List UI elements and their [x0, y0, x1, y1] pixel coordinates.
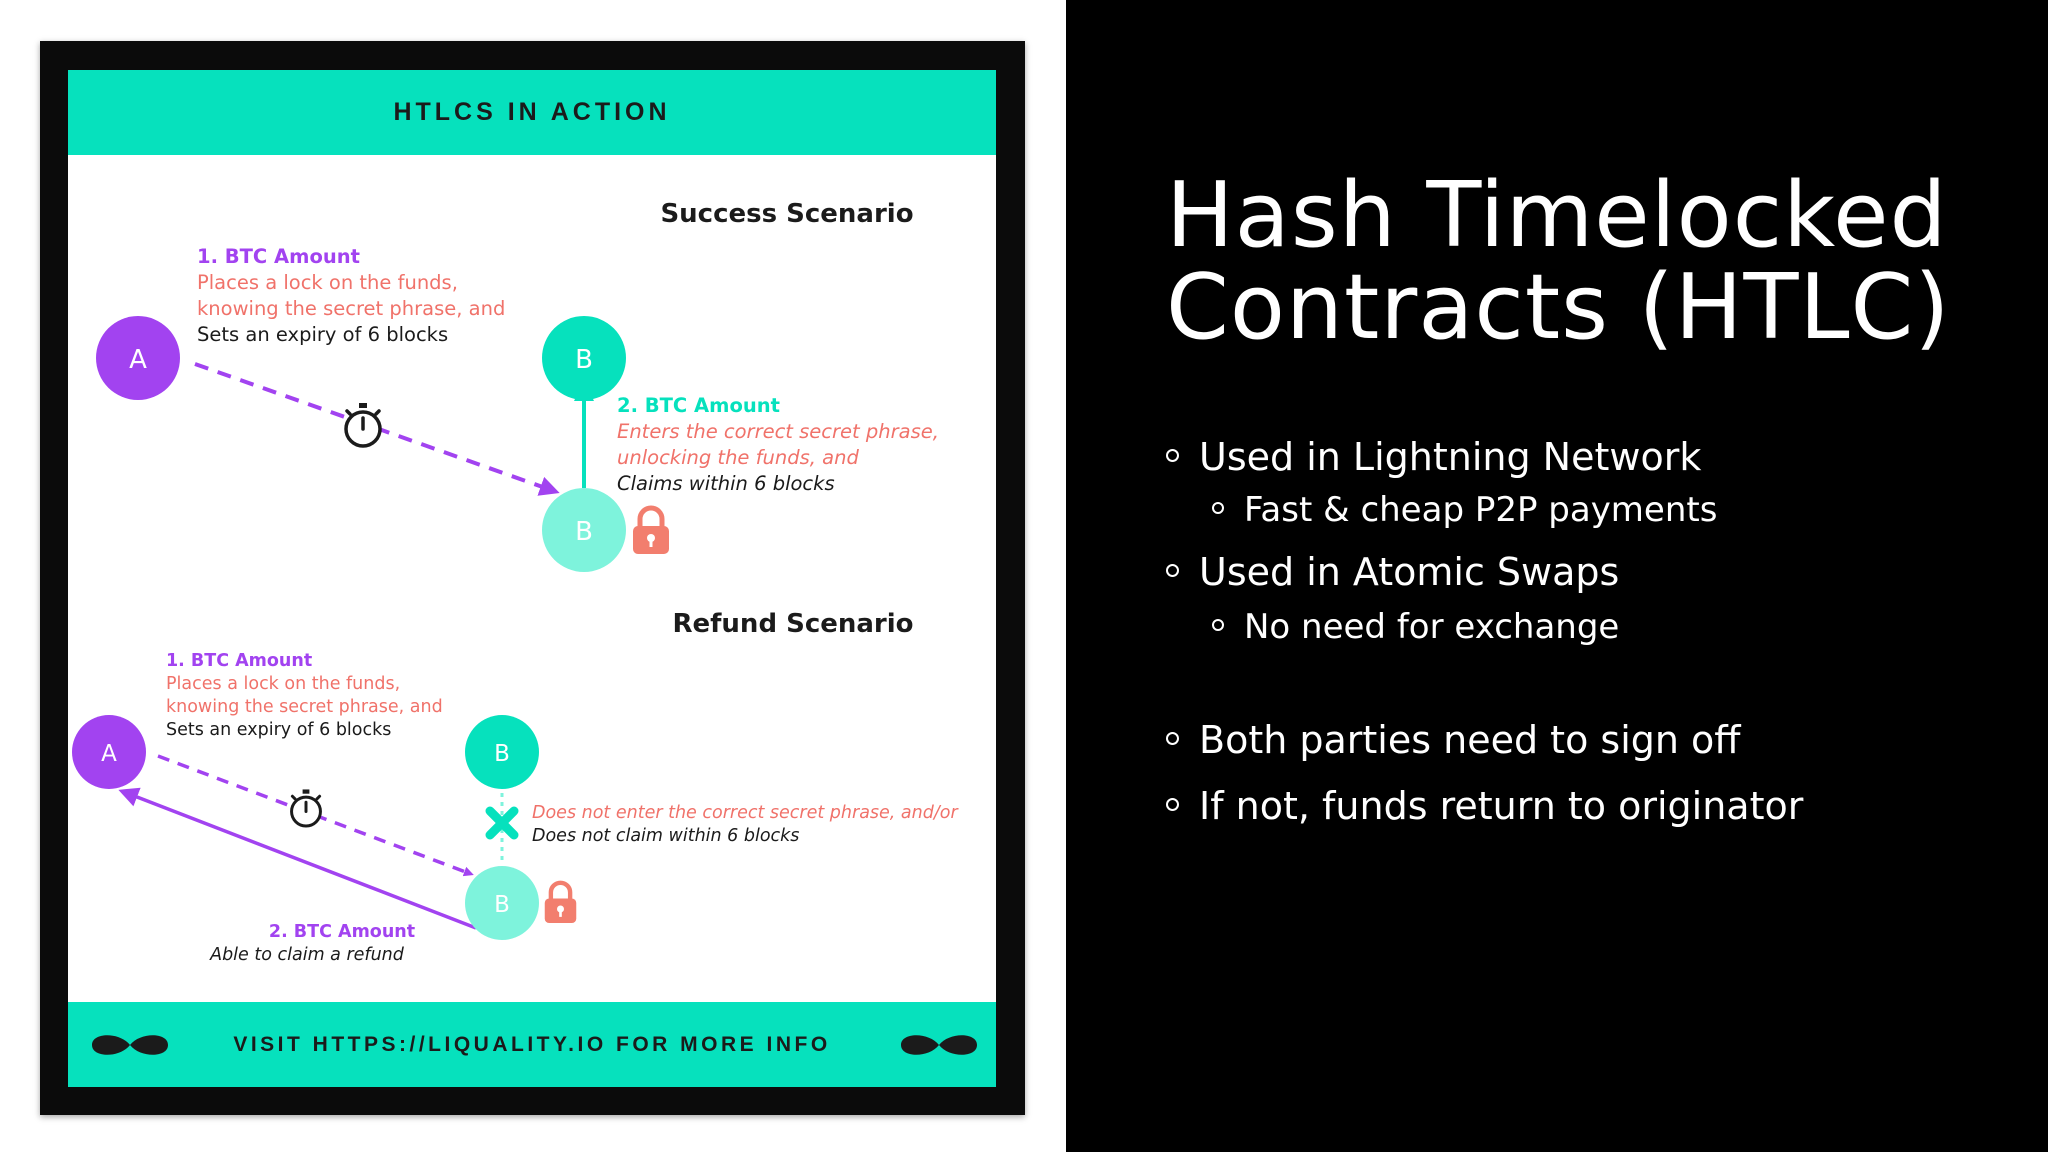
slide-title-line2: Contracts (HTLC) — [1166, 255, 1951, 360]
sub-bullet-exchange — [1212, 607, 1619, 647]
infographic-header-title: HTLCS IN ACTION — [393, 98, 671, 126]
refund-step1-line1: Places a lock on the funds, — [166, 674, 401, 694]
refund-step1-line2: knowing the secret phrase, and — [166, 697, 443, 717]
success-node-a-label: A — [129, 345, 147, 375]
success-step2-line1: Enters the correct secret phrase, — [617, 420, 939, 443]
success-step1-line2: knowing the secret phrase, and — [197, 297, 506, 320]
bullet-dot-icon — [1166, 732, 1179, 745]
bullet-lightning-text: Used in Lightning Network — [1199, 435, 1702, 479]
refund-fail-line2: Does not claim within 6 blocks — [532, 826, 800, 846]
footer-visit-text: VISIT HTTPS://LIQUALITY.IO FOR MORE INFO — [233, 1032, 831, 1056]
refund-stopwatch-icon — [292, 789, 321, 826]
success-step2-line3: Claims within 6 blocks — [617, 472, 835, 495]
refund-step2-line1: Able to claim a refund — [210, 945, 404, 965]
refund-step1-line3: Sets an expiry of 6 blocks — [166, 720, 392, 740]
htlc-diagram — [68, 70, 996, 1087]
bullet-dot-icon — [1166, 564, 1179, 577]
refund-step1-title: 1. BTC Amount — [166, 651, 313, 671]
slide-content — [1166, 0, 2026, 1152]
success-stopwatch-icon — [346, 403, 380, 446]
bullet-sign-off-text: Both parties need to sign off — [1199, 718, 1741, 762]
bullet-dot-icon — [1166, 798, 1179, 811]
success-heading: Success Scenario — [660, 199, 914, 229]
sub-bullet-exchange-text: No need for exchange — [1244, 607, 1620, 647]
slide-title — [1166, 163, 1951, 360]
refund-node-b-bottom-label: B — [494, 892, 510, 918]
sub-bullet-dot-icon — [1212, 619, 1224, 631]
bullet-sign-off — [1166, 718, 1740, 762]
slide-title-line1: Hash Timelocked — [1166, 163, 1948, 268]
bullet-atomic-swaps-text: Used in Atomic Swaps — [1199, 550, 1620, 594]
bullet-lightning — [1166, 435, 1701, 479]
bullet-refund-text: If not, funds return to originator — [1199, 784, 1804, 828]
sub-bullet-p2p — [1212, 490, 1717, 530]
liquality-logo-icon — [899, 1028, 979, 1062]
success-step1-title: 1. BTC Amount — [197, 245, 360, 268]
success-node-b-top-label: B — [575, 345, 593, 375]
refund-node-b-top-label: B — [494, 741, 510, 767]
success-step2-line2: unlocking the funds, and — [617, 446, 859, 469]
success-step1-line3: Sets an expiry of 6 blocks — [197, 323, 449, 346]
bullet-atomic-swaps — [1166, 550, 1619, 594]
bullet-dot-icon — [1166, 449, 1179, 462]
refund-node-a-label: A — [101, 741, 117, 767]
success-node-b-bottom-label: B — [575, 517, 593, 547]
refund-heading: Refund Scenario — [672, 609, 914, 639]
bullet-refund — [1166, 784, 1803, 828]
htlc-infographic — [68, 70, 996, 1087]
success-lock-icon — [633, 508, 669, 554]
refund-fail-line1: Does not enter the correct secret phrase, and/or — [532, 803, 958, 823]
infographic-footer — [68, 1002, 996, 1087]
refund-lock-icon — [545, 883, 577, 923]
sub-bullet-dot-icon — [1212, 502, 1224, 514]
refund-step2-title: 2. BTC Amount — [268, 922, 416, 942]
success-step2-title: 2. BTC Amount — [617, 394, 780, 417]
sub-bullet-p2p-text: Fast & cheap P2P payments — [1244, 490, 1718, 530]
success-step1-line1: Places a lock on the funds, — [197, 271, 458, 294]
